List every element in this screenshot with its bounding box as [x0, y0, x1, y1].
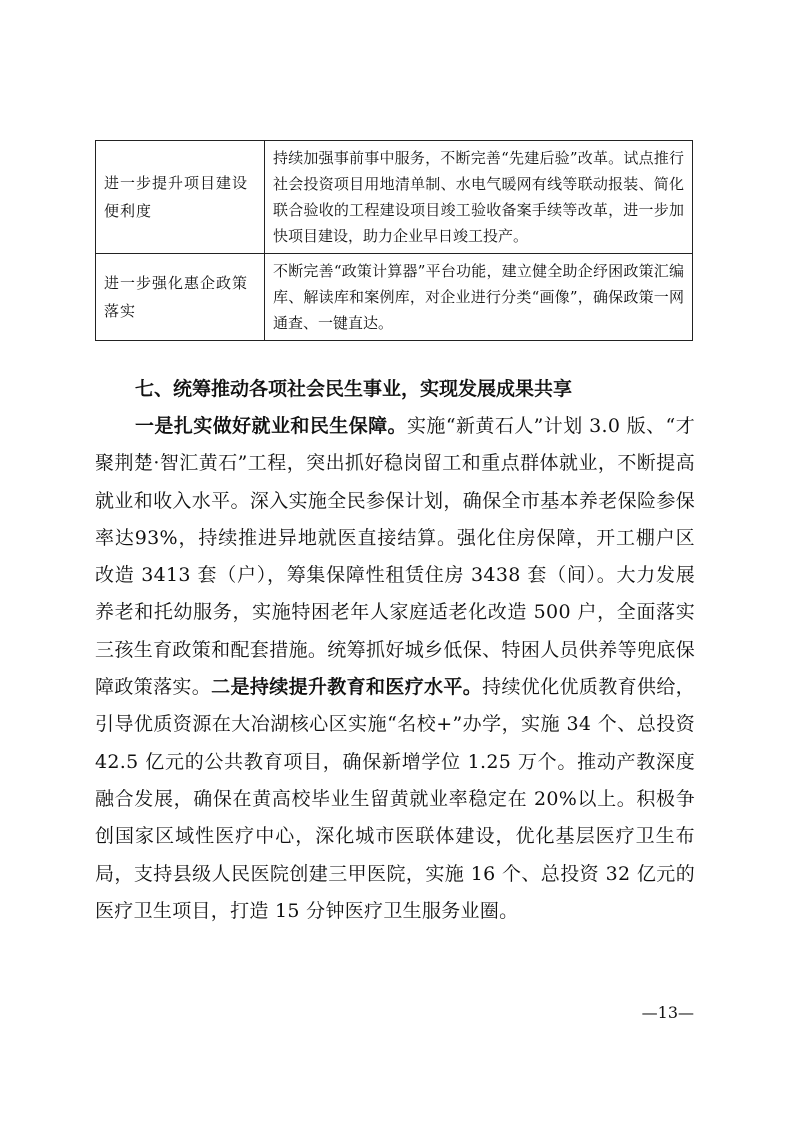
table-row — [96, 254, 693, 341]
row-label: 进一步提升项目建设便利度 — [96, 141, 265, 254]
row-content: 不断完善“政策计算器”平台功能，建立健全助企纾困政策汇编库、解读库和案例库，对企业进行分类“画像”，确保政策一网通查、一键直达。 — [265, 254, 693, 341]
row-label: 进一步强化惠企政策落实 — [96, 254, 265, 341]
paragraph-text-education: 持续优化优质教育供给，引导优质资源在大冶湖核心区实施“名校+”办学，实施 34 个、总投资 42.5 亿元的公共教育项目，确保新增学位 1.25 万个。推动产教深度融合发展，确保在黄高校毕业生留黄就业率稳定在 20%以上。积极争创国家区域性医疗中心，深化城市医联体建设，优化基层医疗卫生布局，支持县级人民医院创建三甲医院，实施 16 个、总投资 32 亿元的医疗卫生项目，打造 15 分钟医疗卫生服务业圈。 — [95, 676, 695, 922]
section-heading: 七、统筹推动各项社会民生事业，实现发展成果共享 — [135, 378, 573, 400]
policy-table — [95, 140, 693, 341]
table-row — [96, 141, 693, 254]
section-body — [95, 408, 695, 930]
row-content: 持续加强事前事中服务，不断完善“先建后验”改革。试点推行社会投资项目用地清单制、水电气暖网有线等联动报装、简化联合验收的工程建设项目竣工验收备案手续等改革，进一步加快项目建设，助力企业早日竣工投产。 — [265, 141, 693, 254]
paragraph-lead-education: 二是持续提升教育和医疗水平。 — [211, 676, 483, 699]
paragraph-lead-employment: 一是扎实做好就业和民生保障。 — [135, 415, 407, 437]
page-number: —13— — [641, 1003, 694, 1022]
paragraph-text-employment: 实施“新黄石人”计划 3.0 版、“才聚荆楚·智汇黄石”工程，突出抓好稳岗留工和重点群体就业，不断提高就业和收入水平。深入实施全民参保计划，确保全市基本养老保险参保率达93%，持续推进异地就医直接结算。强化住房保障，开工棚户区改造 3413 套（户），筹集保障性租赁住房 3438 套（间）。大力发展养老和托幼服务，实施特困老年人家庭适老化改造 500 户，全面落实三孩生育政策和配套措施。统筹抓好城乡低保、特困人员供养等兜底保障政策落实。 — [95, 415, 695, 699]
